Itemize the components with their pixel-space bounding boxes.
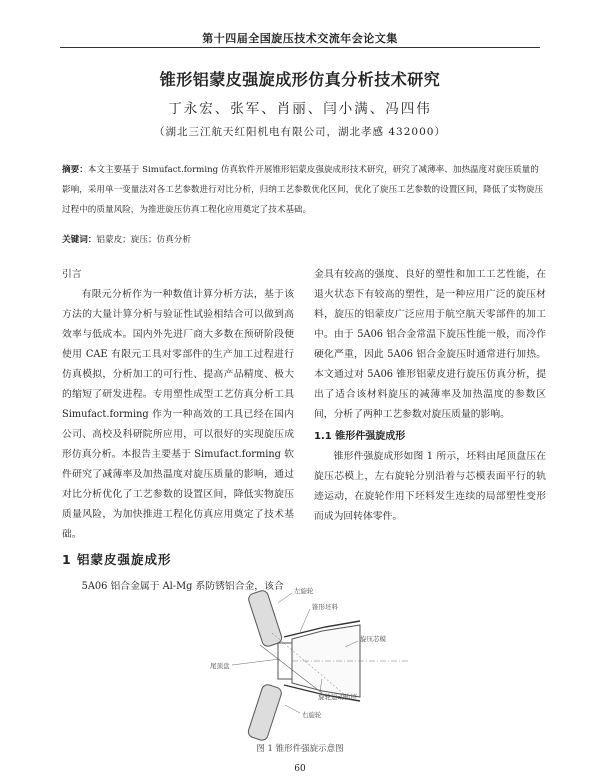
label-trajectory: 旋轮运动轨迹 [318,693,357,701]
left-roller-icon [247,589,283,647]
tailstock-icon [278,643,292,679]
section-1-paragraph-cont: 金具有较高的强度、良好的塑性和加工工艺性能，在退火状态下有较高的塑性，是一种应用广泛的旋压材料，旋压的铝蒙皮广泛应用于航空航天零部件的加工中。由于 5A06 铝合金常温下旋压性能一般，而冷作硬化严重，因此 5A06 铝合金旋压时通常进行加热。本文通过对 5A06 锥形铝蒙皮进行旋压仿真分析，提出了适合该材料旋压的减薄率及加热温度的参数区间，分析了两种工艺参数对旋压质量的影响。 [314,269,546,420]
label-right-roller: 右旋轮 [302,711,322,719]
header-rule [60,47,540,48]
right-column [314,265,546,527]
intro-paragraph: 有限元分析作为一种数值计算分析方法，基于该方法的大量计算分析与验证性试验相结合可以做到高效率与低成本。国内外先进厂商大多数在预研阶段便使用 CAE 有限元工具对零部件的生产加工过程进行仿真模拟，分析加工的可行性、提高产品精度、极大的缩短了研发进程。专用塑性成型工艺仿真分析工具 Simufact.forming 作为一种高效的工具已经在国内公司、高校及科研院所应用，可以很好的实现旋压成形仿真分析。本报告主要基于 Simufact.forming 软件研究了减薄率及加热温度对旋压质量的影响，通过对比分析优化了工艺参数的设置区间，降低实物旋压质量风险，为加快推进工程化仿真应用奠定了技术基础。 [62,289,294,540]
affiliation: （湖北三江航天红阳机电有限公司，湖北孝感 432000） [154,126,446,138]
abstract-label: 摘要： [62,165,88,175]
keywords-text: 铝蒙皮；旋压；仿真分析 [96,235,191,245]
section-1-1-paragraph: 锥形件强旋成形如图 1 所示，坯料由尾顶盘压在旋压芯模上，左右旋轮分别沿着与芯模表面平行的轨迹运动，在旋轮作用下坯料发生连续的局部塑性变形而成为回转体零件。 [314,451,546,522]
section-1-1-heading: 1.1 锥形件强旋成形 [314,431,406,442]
mandrel-icon [292,625,410,697]
section-1-heading: 1 铝蒙皮强旋成形 [62,552,172,567]
keywords-label: 关键词： [62,235,97,245]
abstract [62,160,544,220]
keywords [62,233,544,245]
section-1-paragraph-start: 5A06 铝合金属于 Al-Mg 系防锈铝合金，该合 [81,581,284,592]
label-blank: 锥形坯料 [312,603,338,611]
spinning-schematic [200,575,430,745]
left-column [62,265,294,597]
running-head: 第十四届全国旋压技术交流年会论文集 [202,32,398,45]
abstract-text: 本文主要基于 Simufact.forming 仿真软件开展锥形铝蒙皮强旋成形技术研究，研究了减薄率、加热温度对旋压质量的影响，采用单一变量法对各工艺参数进行对比分析，归纳工艺参数优化区间，优化了旋压工艺参数的设置区间，降低了实物旋压过程中的质量风险，为推进旋压仿真工程化应用奠定了技术基础。 [62,165,544,215]
figure-1 [200,575,430,745]
label-mandrel: 旋压芯模 [360,635,386,643]
label-tailstock: 尾顶盘 [210,662,230,670]
page-number: 60 [294,764,306,774]
authors: 丁永宏、张军、肖丽、闫小满、冯四伟 [168,101,432,117]
label-left-roller: 左旋轮 [294,587,314,595]
intro-heading: 引言 [62,269,82,280]
figure-caption: 图 1 锥形件强旋示意图 [256,744,344,754]
paper-title: 锥形铝蒙皮强旋成形仿真分析技术研究 [159,70,441,89]
right-roller-icon [247,683,283,741]
